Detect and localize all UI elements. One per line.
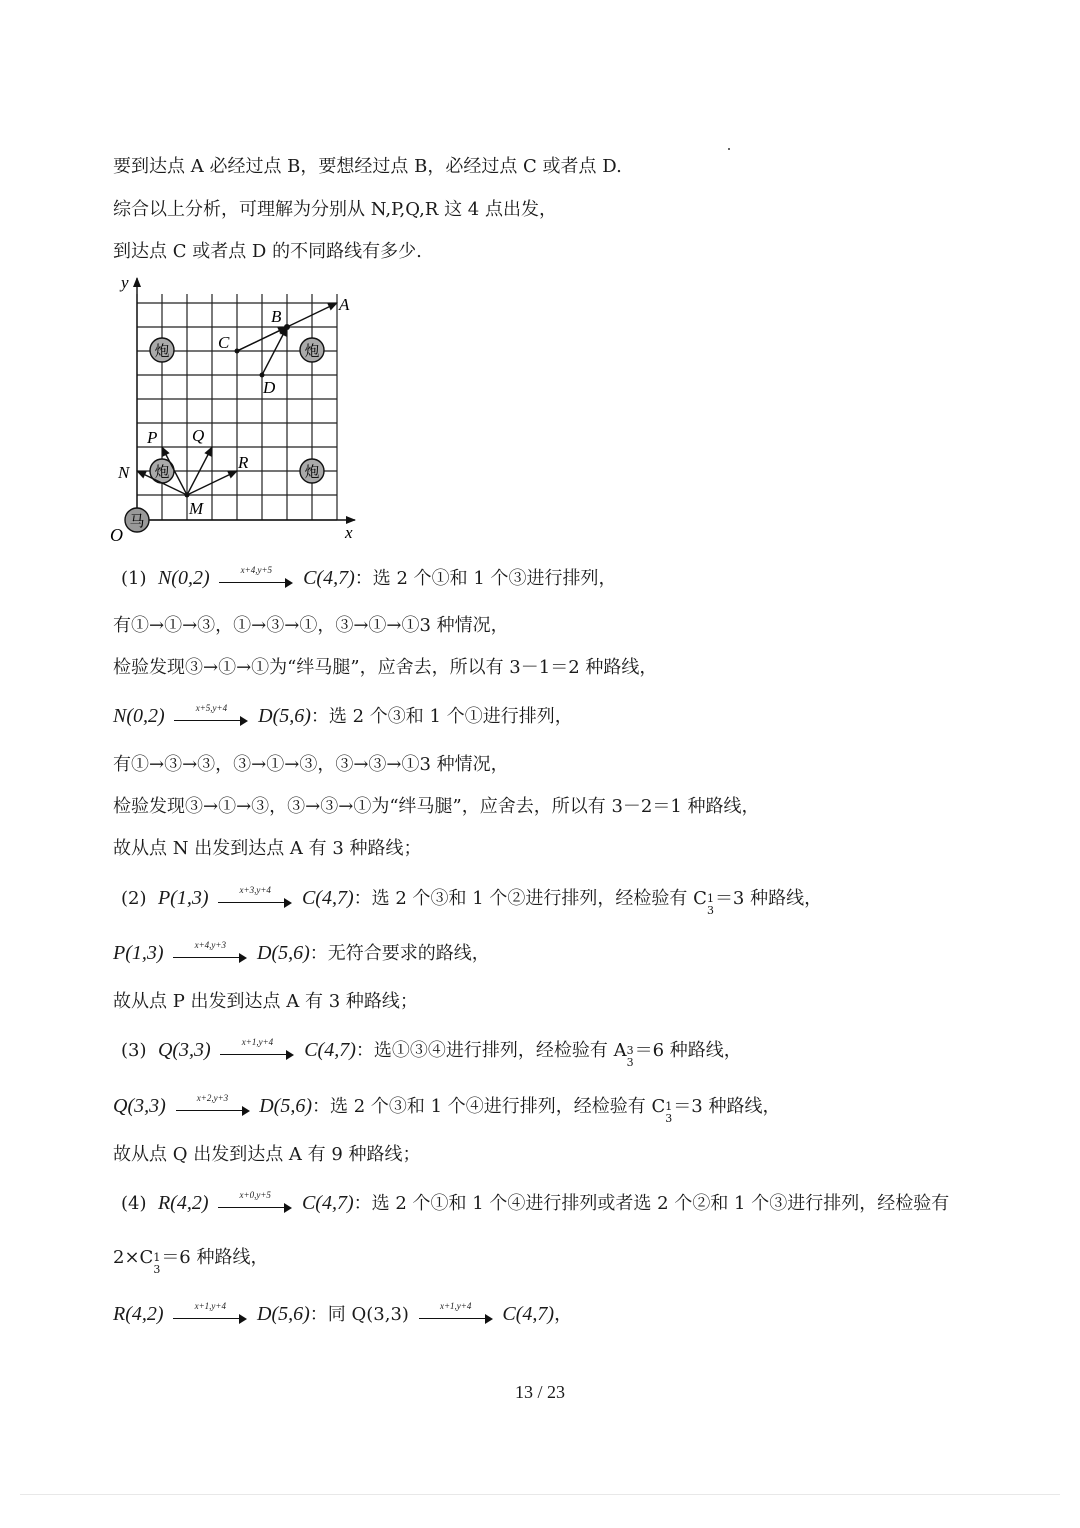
case1-line-6: 检验发现③→①→③，③→③→①为“绊马腿”，应舍去，所以有 3－2＝1 种路线， — [113, 796, 760, 817]
label-D: D — [263, 378, 276, 397]
text-line-3: 到达点 C 或者点 D 的不同路线有多少. — [113, 241, 422, 262]
case1-line-2: 有①→①→③，①→③→①，③→①→①3 种情况， — [113, 615, 509, 636]
case1-line-a: (1) N(0,2) x+4,y+5 C(4,7)：选 2 个①和 1 个③进行排列， — [121, 565, 617, 589]
label-N: N — [118, 463, 130, 482]
axis-y-label: y — [121, 273, 129, 292]
case3-line-b: Q(3,3) x+2,y+3 D(5,6)：选 2 个③和 1 个④进行排列，经检验有 C 1 3 ＝3 种路线， — [113, 1093, 781, 1125]
label-B: B — [271, 307, 282, 326]
label-M: M — [189, 499, 204, 518]
origin-label: O — [110, 525, 123, 545]
label-R: R — [238, 453, 249, 472]
case4-line-a: (4) R(4,2) x+0,y+5 C(4,7)：选 2 个①和 1 个④进行排列或者选 2 个②和 1 个③进行排列，经检验有 — [121, 1190, 950, 1214]
page-number: 13 / 23 — [514, 1382, 565, 1402]
case1-line-5: 有①→③→③，③→①→③，③→③→①3 种情况， — [113, 754, 509, 775]
case1-line-3: 检验发现③→①→①为“绊马腿”，应舍去，所以有 3－1＝2 种路线， — [113, 657, 658, 678]
case4-line-b: R(4,2) x+1,y+4 D(5,6)：同 Q(3,3) x+1,y+4 C(4,7)， — [113, 1301, 573, 1325]
svg-text:炮: 炮 — [304, 344, 320, 360]
pao-piece-1 — [150, 338, 174, 362]
case2-line-a: (2) P(1,3) x+3,y+4 C(4,7)：选 2 个③和 1 个②进行排列，经检验有 C 1 3 ＝3 种路线， — [121, 885, 823, 917]
map-arrow: x+3,y+4 — [218, 889, 292, 909]
case2-line-3: 故从点 P 出发到达点 A 有 3 种路线； — [113, 991, 418, 1012]
pao-piece-2 — [300, 338, 324, 362]
map-arrow: x+4,y+5 — [219, 569, 293, 589]
ma-piece — [125, 508, 149, 532]
text-line-2: 综合以上分析，可理解为分别从 N,P,Q,R 这 4 点出发， — [113, 199, 557, 220]
label-P: P — [147, 428, 158, 447]
case3-line-a: (3) Q(3,3) x+1,y+4 C(4,7)：选①③④进行排列，经检验有 A 3 3 ＝6 种路线， — [121, 1037, 742, 1069]
case3-line-3: 故从点 Q 出发到达点 A 有 9 种路线； — [113, 1144, 421, 1165]
case2-line-b: P(1,3) x+4,y+3 D(5,6)：无符合要求的路线， — [113, 940, 490, 964]
map-arrow: x+4,y+3 — [173, 944, 247, 964]
label-A: A — [339, 295, 350, 314]
map-arrow: x+0,y+5 — [218, 1194, 292, 1214]
label-C: C — [218, 333, 230, 352]
bottom-divider — [20, 1494, 1060, 1495]
label-Q: Q — [192, 426, 205, 445]
case1-line-7: 故从点 N 出发到达点 A 有 3 种路线； — [113, 838, 422, 859]
svg-text:炮: 炮 — [154, 465, 170, 481]
case4-line-2: 2×C 1 3 ＝6 种路线， — [113, 1247, 269, 1276]
svg-text:炮: 炮 — [154, 344, 170, 360]
speck — [728, 148, 730, 150]
svg-text:马: 马 — [129, 514, 145, 530]
case1-line-b: N(0,2) x+5,y+4 D(5,6)：选 2 个③和 1 个①进行排列， — [113, 703, 573, 727]
map-arrow: x+1,y+4 — [173, 1305, 247, 1325]
map-arrow: x+2,y+3 — [176, 1097, 250, 1117]
map-arrow: x+1,y+4 — [220, 1041, 294, 1061]
pao-piece-4 — [300, 459, 324, 483]
text-line-1: 要到达点 A 必经过点 B，要想经过点 B，必经过点 C 或者点 D. — [113, 156, 622, 177]
svg-text:炮: 炮 — [304, 465, 320, 481]
axis-x-label: x — [345, 523, 353, 542]
chessboard-figure — [105, 268, 365, 548]
map-arrow: x+5,y+4 — [174, 707, 248, 727]
map-arrow: x+1,y+4 — [419, 1305, 493, 1325]
point-labels — [117, 295, 350, 518]
